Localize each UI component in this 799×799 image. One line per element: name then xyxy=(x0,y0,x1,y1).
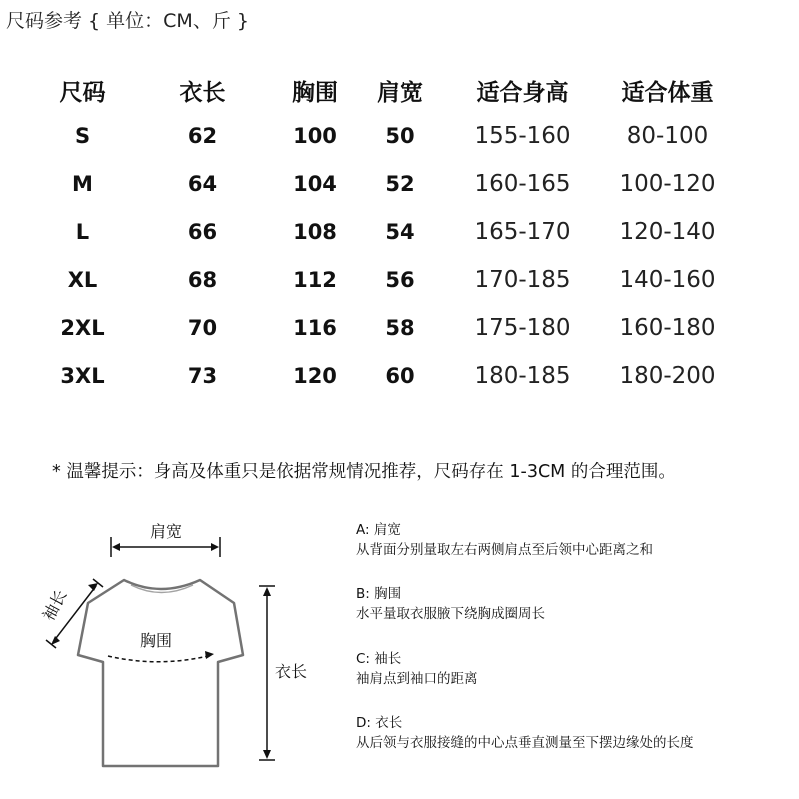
note-title: D: 衣长 xyxy=(356,715,403,731)
tshirt-outline xyxy=(78,580,243,766)
cell-height: 180-185 xyxy=(474,363,571,389)
header-shoulder: 肩宽 xyxy=(377,79,423,106)
cell-weight: 160-180 xyxy=(619,315,716,341)
sleeve-label: 袖长 xyxy=(38,586,71,624)
table-row xyxy=(30,256,730,304)
shoulder-label: 肩宽 xyxy=(150,522,183,541)
cell-length: 62 xyxy=(187,124,218,148)
size-tip: * 温馨提示：身高及体重只是依据常规情况推荐，尺码存在 1-3CM 的合理范围。 xyxy=(52,462,676,482)
cell-size: L xyxy=(75,220,90,244)
note-desc: 从背面分别量取左右两侧肩点至后领中心距离之和 xyxy=(356,542,653,558)
note-chest xyxy=(356,584,694,624)
cell-weight: 180-200 xyxy=(619,363,716,389)
table-row xyxy=(30,208,730,256)
note-title: C: 袖长 xyxy=(356,651,402,667)
chest-label: 胸围 xyxy=(140,631,173,650)
cell-length: 70 xyxy=(187,316,218,340)
cell-shoulder: 56 xyxy=(385,268,415,292)
cell-shoulder: 52 xyxy=(385,172,415,196)
cell-size: S xyxy=(74,124,91,148)
note-length xyxy=(356,713,694,753)
cell-chest: 112 xyxy=(293,268,337,292)
cell-size: 3XL xyxy=(60,364,105,388)
length-label: 衣长 xyxy=(275,662,308,681)
page-title: 尺码参考 { 单位：CM、斤 } xyxy=(6,10,249,32)
note-title: A: 肩宽 xyxy=(356,522,401,538)
cell-height: 175-180 xyxy=(474,315,571,341)
measurement-notes xyxy=(356,520,694,777)
table-row xyxy=(30,160,730,208)
length-arrow xyxy=(259,586,275,760)
cell-length: 68 xyxy=(187,268,218,292)
header-size: 尺码 xyxy=(59,79,106,106)
header-height: 适合身高 xyxy=(476,79,569,106)
cell-shoulder: 60 xyxy=(385,364,415,388)
table-row xyxy=(30,352,730,400)
note-desc: 袖肩点到袖口的距离 xyxy=(356,671,478,687)
cell-weight: 120-140 xyxy=(619,219,716,245)
cell-chest: 116 xyxy=(293,316,337,340)
cell-height: 170-185 xyxy=(474,267,571,293)
size-chart-table xyxy=(30,68,730,400)
cell-shoulder: 54 xyxy=(385,220,415,244)
header-length: 衣长 xyxy=(179,79,226,106)
cell-chest: 108 xyxy=(293,220,337,244)
note-desc: 水平量取衣服腋下绕胸成圈周长 xyxy=(356,606,545,622)
tshirt-measurement-diagram xyxy=(0,500,340,799)
note-shoulder xyxy=(356,520,694,560)
cell-length: 73 xyxy=(187,364,218,388)
cell-height: 155-160 xyxy=(474,123,571,149)
note-title: B: 胸围 xyxy=(356,586,402,602)
cell-height: 165-170 xyxy=(474,219,571,245)
cell-chest: 100 xyxy=(293,124,337,148)
cell-chest: 104 xyxy=(293,172,337,196)
chest-arrow xyxy=(108,651,214,662)
header-weight: 适合体重 xyxy=(621,79,714,106)
cell-height: 160-165 xyxy=(474,171,571,197)
header-chest: 胸围 xyxy=(292,79,338,106)
cell-shoulder: 50 xyxy=(385,124,415,148)
cell-size: XL xyxy=(67,268,98,292)
cell-size: M xyxy=(72,172,93,196)
cell-size: 2XL xyxy=(60,316,105,340)
cell-length: 66 xyxy=(187,220,218,244)
cell-weight: 140-160 xyxy=(619,267,716,293)
cell-length: 64 xyxy=(187,172,218,196)
cell-chest: 120 xyxy=(293,364,337,388)
note-desc: 从后领与衣服接缝的中心点垂直测量至下摆边缘处的长度 xyxy=(356,735,694,751)
table-row xyxy=(30,304,730,352)
table-header-row xyxy=(30,68,730,112)
note-sleeve xyxy=(356,649,694,689)
cell-weight: 100-120 xyxy=(619,171,716,197)
table-row xyxy=(30,112,730,160)
cell-weight: 80-100 xyxy=(626,123,709,149)
cell-shoulder: 58 xyxy=(385,316,415,340)
